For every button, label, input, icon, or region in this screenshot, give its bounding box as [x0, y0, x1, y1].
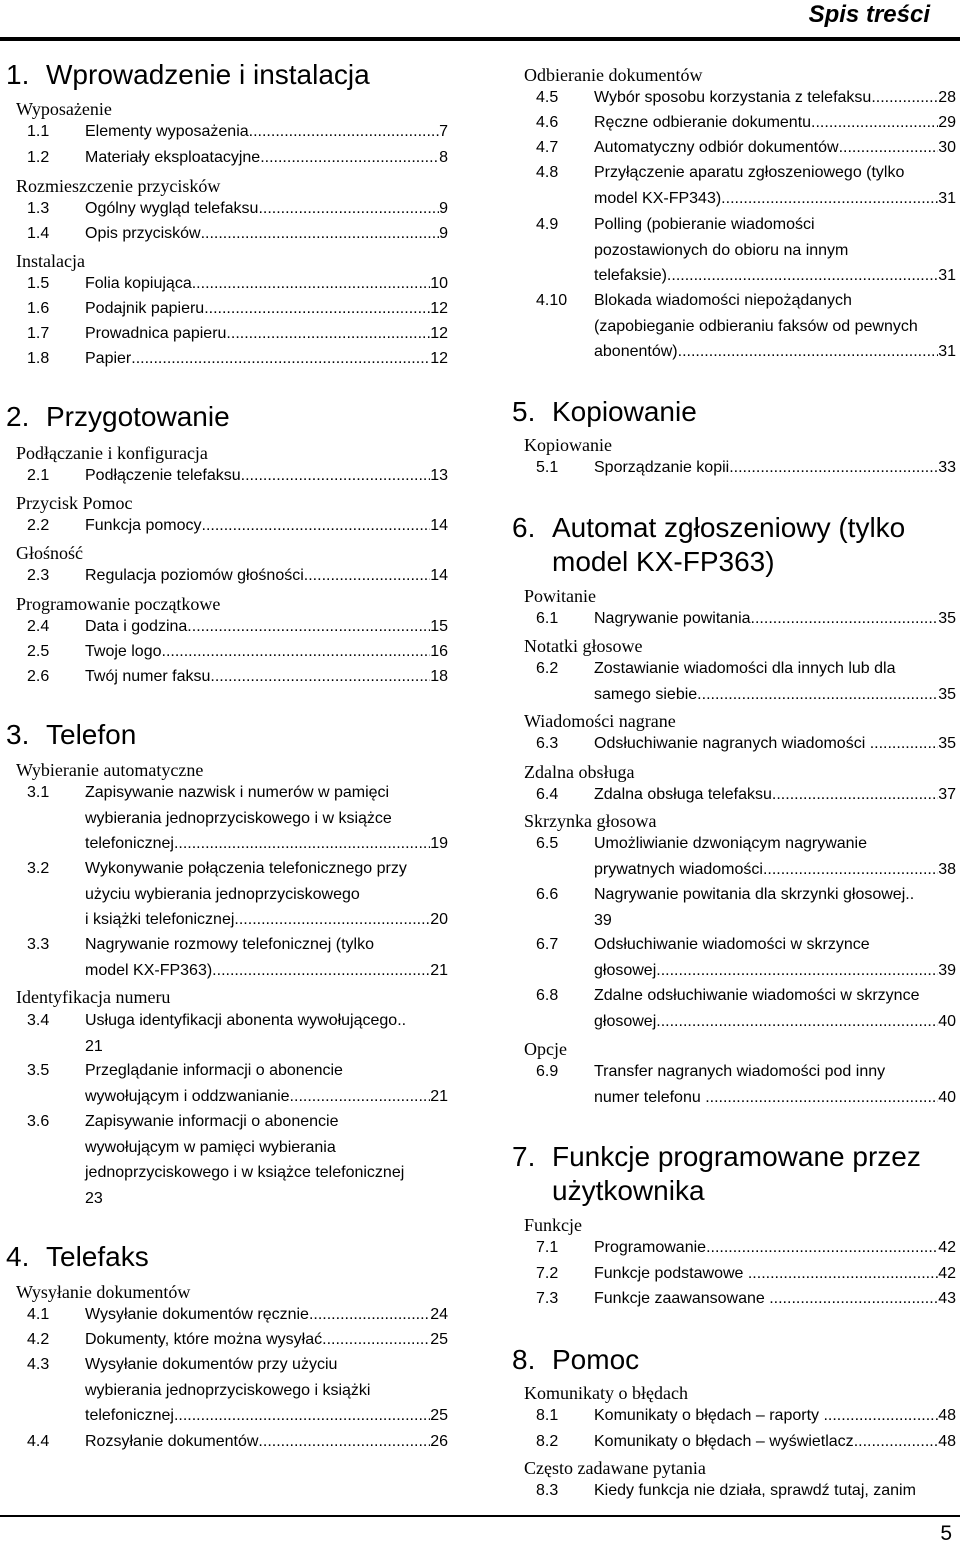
entry-title: Sporządzanie kopii	[594, 459, 730, 476]
chapter-number: 5.	[512, 396, 536, 427]
entry-number: 6.3	[536, 735, 559, 752]
section-heading[interactable]: Wysyłanie dokumentów	[16, 1282, 191, 1302]
chapter-number: 3.	[6, 719, 30, 750]
entry-number: 1.2	[27, 149, 50, 166]
entry-page: 23	[85, 1189, 103, 1207]
entry-number: 7.3	[536, 1290, 559, 1307]
entry-title-line: jednoprzyciskowego i w książce telefonicznej	[85, 1164, 405, 1181]
entry-title-line: Wykonywanie połączenia telefonicznego przy	[85, 860, 407, 877]
section-heading[interactable]: Kopiowanie	[524, 435, 612, 455]
section-heading[interactable]: Notatki głosowe	[524, 636, 643, 656]
entry-number: 4.7	[536, 139, 559, 156]
chapter-number: 6.	[512, 512, 536, 543]
entry-title: Ogólny wygląd telefaksu	[85, 200, 259, 217]
section-heading[interactable]: Wiadomości nagrane	[524, 711, 676, 731]
entry-title-line: Przeglądanie informacji o abonencie	[85, 1062, 343, 1079]
entry-title-line: prywatnych wiadomości	[594, 860, 763, 878]
toc-entry-4-3[interactable]	[27, 1352, 448, 1430]
section-heading[interactable]: Funkcje	[524, 1215, 582, 1235]
chapter-title	[552, 1140, 960, 1208]
chapter-2-heading[interactable]	[6, 400, 230, 434]
entry-title: Zdalna obsługa telefaksu	[594, 786, 772, 803]
entry-title: Opis przycisków	[85, 225, 201, 242]
entry-number: 6.8	[536, 987, 559, 1004]
entry-number: 6.2	[536, 660, 559, 677]
entry-page: 10	[430, 275, 448, 292]
entry-title: Data i godzina	[85, 618, 188, 635]
entry-page: 12	[430, 350, 448, 367]
entry-page: 12	[430, 300, 448, 317]
entry-title: Dokumenty, które można wysyłać	[85, 1331, 323, 1348]
section-heading[interactable]: Głośność	[16, 543, 83, 563]
entry-title-line: wybierania jednoprzyciskowego i książki	[85, 1381, 371, 1399]
entry-number: 2.4	[27, 618, 50, 635]
entry-title-line: użyciu wybierania jednoprzyciskowego	[85, 885, 360, 903]
entry-title-line: Nagrywanie rozmowy telefonicznej (tylko	[85, 936, 374, 953]
entry-page: 42	[938, 1265, 956, 1282]
chapter-8-heading[interactable]	[512, 1343, 639, 1377]
entry-title-line: i książki telefonicznej	[85, 911, 235, 928]
chapter-title-line: Funkcje programowane przez	[552, 1141, 921, 1172]
entry-title: Materiały eksploatacyjne	[85, 149, 261, 166]
header-rule	[0, 37, 960, 41]
section-heading[interactable]: Programowanie początkowe	[16, 594, 221, 614]
toc-entry-3-4[interactable]: 3.4 Usługa identyfikacji abonenta wywołującego .. 21	[27, 1008, 448, 1060]
entry-page: 35	[938, 735, 956, 752]
entry-number: 4.4	[27, 1433, 50, 1450]
entry-title: Rozsyłanie dokumentów	[85, 1433, 259, 1450]
entry-page: 35	[938, 610, 956, 627]
toc-entry-4-10[interactable]	[536, 288, 956, 366]
entry-page: 26	[430, 1433, 448, 1450]
entry-title: Prowadnica papieru	[85, 325, 227, 342]
section-heading[interactable]: Identyfikacja numeru	[16, 987, 171, 1007]
entry-title-line: Transfer nagranych wiadomości pod inny	[594, 1063, 886, 1080]
chapter-title: Przygotowanie	[46, 401, 230, 432]
chapter-title: Wprowadzenie i instalacja	[46, 59, 370, 90]
entry-number: 1.7	[27, 325, 50, 342]
chapter-3-heading[interactable]	[6, 718, 136, 752]
entry-number: 1.1	[27, 123, 50, 140]
entry-number: 6.9	[536, 1063, 559, 1080]
entry-page: 48	[938, 1433, 956, 1450]
entry-title-line: Usługa identyfikacji abonenta wywołującego	[85, 1012, 398, 1029]
chapter-title	[552, 511, 960, 579]
chapter-title-line: użytkownika	[552, 1175, 705, 1206]
entry-page: 21	[430, 1087, 448, 1105]
section-heading[interactable]: Wybieranie automatyczne	[16, 760, 204, 780]
entry-title-line: pozostawionych do obioru na innym	[594, 241, 849, 259]
entry-page: 40	[938, 1012, 956, 1030]
entry-title-line: Blokada wiadomości niepożądanych	[594, 292, 852, 309]
entry-title: Nagrywanie powitania	[594, 610, 751, 627]
entry-title-line: Zostawianie wiadomości dla innych lub dla	[594, 660, 896, 677]
entry-title: Twój numer faksu	[85, 668, 211, 685]
entry-page: 29	[938, 114, 956, 131]
entry-page: 40	[938, 1088, 956, 1106]
chapter-6-heading[interactable]	[512, 511, 960, 581]
entry-title-line: samego siebie	[594, 685, 698, 703]
toc-entry-6-5[interactable]	[536, 831, 956, 883]
entry-number: 4.3	[27, 1356, 50, 1373]
entry-page: 16	[430, 643, 448, 660]
entry-number: 8.1	[536, 1407, 559, 1424]
section-heading[interactable]: Rozmieszczenie przycisków	[16, 176, 221, 196]
toc-entry-4-9[interactable]	[536, 212, 956, 290]
section-heading[interactable]: Przycisk Pomoc	[16, 493, 133, 513]
toc-entry-3-5[interactable]	[27, 1058, 448, 1110]
entry-page: 18	[430, 668, 448, 685]
toc-entry-6-7[interactable]	[536, 932, 956, 984]
entry-page: 33	[938, 459, 956, 476]
entry-number: 4.2	[27, 1331, 50, 1348]
section-heading[interactable]: Podłączanie i konfiguracja	[16, 443, 208, 463]
entry-page: 37	[938, 786, 956, 803]
entry-number: 1.5	[27, 275, 50, 292]
entry-number: 3.4	[27, 1012, 50, 1029]
section-heading[interactable]: Powitanie	[524, 586, 596, 606]
chapter-title: Telefon	[46, 719, 137, 750]
entry-number: 6.5	[536, 835, 559, 852]
entry-title-line: abonentów)	[594, 343, 678, 360]
entry-number: 4.9	[536, 216, 559, 233]
entry-number: 6.4	[536, 786, 559, 803]
entry-page: 39	[594, 911, 612, 929]
entry-title-line: Zdalne odsłuchiwanie wiadomości w skrzynce	[594, 987, 920, 1004]
entry-title-line: Odsłuchiwanie wiadomości w skrzynce	[594, 936, 870, 953]
entry-number: 6.7	[536, 936, 559, 953]
entry-page: 21	[430, 961, 448, 979]
entry-page: 31	[938, 267, 956, 284]
entry-number: 1.6	[27, 300, 50, 317]
entry-page: 31	[938, 343, 956, 360]
entry-title-line: wywołującym i oddzwanianie	[85, 1087, 290, 1105]
toc-entry-3-6[interactable]	[27, 1109, 448, 1213]
entry-page: 25	[430, 1407, 448, 1424]
entry-number: 5.1	[536, 459, 559, 476]
entry-page: 12	[430, 325, 448, 342]
entry-title-line: telefonicznej	[85, 1407, 174, 1424]
entry-number: 4.6	[536, 114, 559, 131]
entry-title-line: telefaksie)	[594, 267, 667, 284]
entry-title-line: głosowej	[594, 1012, 657, 1030]
entry-title: Wybór sposobu korzystania z telefaksu	[594, 89, 872, 106]
entry-number: 1.8	[27, 350, 50, 367]
entry-title-line: wywołującym w pamięci wybierania	[85, 1138, 336, 1156]
chapter-title: Pomoc	[552, 1344, 640, 1375]
entry-number: 4.10	[536, 292, 568, 309]
toc-entry-3-3[interactable]	[27, 932, 448, 984]
entry-number: 4.1	[27, 1306, 50, 1323]
section-heading[interactable]: Często zadawane pytania	[524, 1458, 706, 1478]
entry-page: 38	[938, 860, 956, 878]
entry-page: 25	[430, 1331, 448, 1348]
toc-entry-6-9[interactable]	[536, 1059, 956, 1111]
chapter-title: Kopiowanie	[552, 396, 697, 427]
chapter-number: 8.	[512, 1344, 536, 1375]
entry-page: 19	[430, 835, 448, 852]
entry-title: Ręczne odbieranie dokumentu	[594, 114, 812, 131]
entry-number: 1.4	[27, 225, 50, 242]
entry-page: 35	[938, 685, 956, 703]
entry-title-line: telefonicznej	[85, 835, 174, 852]
entry-title: Funkcje podstawowe	[594, 1265, 748, 1282]
entry-number: 3.6	[27, 1113, 50, 1130]
entry-page: 8	[439, 149, 448, 166]
section-heading[interactable]: Zdalna obsługa	[524, 762, 635, 782]
entry-title-line: Wysyłanie dokumentów przy użyciu	[85, 1356, 338, 1373]
footer-rule	[0, 1515, 960, 1517]
section-heading[interactable]: Odbieranie dokumentów	[524, 65, 703, 85]
entry-page: 21	[85, 1037, 103, 1055]
chapter-number: 2.	[6, 401, 30, 432]
entry-number: 2.5	[27, 643, 50, 660]
entry-title-line: Zapisywanie informacji o abonencie	[85, 1113, 339, 1130]
entry-number: 3.2	[27, 860, 50, 877]
entry-title-line: Umożliwianie dzwoniącym nagrywanie	[594, 835, 867, 852]
entry-number: 2.2	[27, 517, 50, 534]
chapter-number: 4.	[6, 1241, 30, 1272]
entry-page: 43	[938, 1290, 956, 1307]
chapter-5-heading[interactable]	[512, 395, 697, 429]
entry-page: 42	[938, 1239, 956, 1256]
entry-title: Papier	[85, 350, 132, 367]
entry-title: Kiedy funkcja nie działa, sprawdź tutaj, zanim	[594, 1482, 916, 1499]
entry-title: Komunikaty o błędach – raporty	[594, 1407, 824, 1424]
entry-page: 48	[938, 1407, 956, 1424]
chapter-number: 7.	[512, 1141, 536, 1172]
section-heading[interactable]: Instalacja	[16, 251, 85, 271]
entry-title: Folia kopiująca	[85, 275, 192, 292]
entry-page: 39	[938, 961, 956, 979]
chapter-title-line: model KX-FP363)	[552, 546, 775, 577]
entry-page: 20	[430, 911, 448, 928]
entry-title: Wysyłanie dokumentów ręcznie	[85, 1306, 309, 1323]
entry-title: Regulacja poziomów głośności	[85, 567, 304, 584]
entry-title: Podłączenie telefaksu	[85, 467, 241, 484]
entry-page: 28	[938, 89, 956, 106]
entry-page: 14	[430, 567, 448, 584]
chapter-1-heading[interactable]	[6, 58, 370, 92]
entry-page: 13	[430, 467, 448, 484]
entry-number: 7.1	[536, 1239, 559, 1256]
chapter-title: Telefaks	[46, 1241, 149, 1272]
entry-number: 8.3	[536, 1482, 559, 1499]
entry-title: Podajnik papieru	[85, 300, 205, 317]
chapter-7-heading[interactable]	[512, 1140, 960, 1210]
entry-number: 4.5	[536, 89, 559, 106]
toc-entry-6-8[interactable]	[536, 983, 956, 1035]
section-heading[interactable]: Opcje	[524, 1039, 567, 1059]
entry-page: 7	[439, 123, 448, 140]
entry-title-line: Przyłączenie aparatu zgłoszeniowego (tylko	[594, 164, 905, 181]
entry-title: Elementy wyposażenia	[85, 123, 249, 140]
section-heading[interactable]: Skrzynka głosowa	[524, 811, 657, 831]
entry-number: 4.8	[536, 164, 559, 181]
entry-number: 1.3	[27, 200, 50, 217]
entry-page: 30	[938, 139, 956, 156]
toc-entry-6-6[interactable]: 6.6 Nagrywanie powitania dla skrzynki głosowej .. 39	[536, 882, 956, 934]
entry-number: 2.6	[27, 668, 50, 685]
entry-title: Automatyczny odbiór dokumentów	[594, 139, 839, 156]
toc-entry-6-2[interactable]	[536, 656, 956, 708]
entry-title: Funkcja pomocy	[85, 517, 202, 534]
entry-title-line: głosowej	[594, 961, 657, 979]
toc-entry-3-2[interactable]	[27, 856, 448, 934]
toc-entry-3-1[interactable]	[27, 780, 448, 858]
entry-page: 31	[938, 189, 956, 207]
entry-page: 24	[430, 1306, 448, 1323]
entry-title: Funkcje zaawansowane	[594, 1290, 770, 1307]
entry-title: Twoje logo	[85, 643, 162, 660]
entry-page: 9	[439, 200, 448, 217]
entry-title-line: model KX-FP363)	[85, 961, 213, 979]
section-heading[interactable]: Komunikaty o błędach	[524, 1383, 688, 1403]
entry-number: 3.5	[27, 1062, 50, 1079]
entry-title-line: (zapobieganie odbieraniu faksów od pewnych	[594, 317, 918, 335]
chapter-title-line: Automat zgłoszeniowy (tylko	[552, 512, 906, 543]
entry-page: 15	[430, 618, 448, 635]
entry-title-line: numer telefonu	[594, 1088, 706, 1106]
entry-page: 14	[430, 517, 448, 534]
section-heading[interactable]: Wyposażenie	[16, 99, 112, 119]
chapter-4-heading[interactable]	[6, 1240, 149, 1274]
entry-number: 8.2	[536, 1433, 559, 1450]
entry-title: Komunikaty o błędach – wyświetlacz	[594, 1433, 854, 1450]
page-number: 5	[940, 1522, 952, 1545]
entry-number: 6.6	[536, 886, 559, 903]
entry-title: Programowanie	[594, 1239, 707, 1256]
page-header-title: Spis treści	[808, 1, 930, 28]
entry-number: 7.2	[536, 1265, 559, 1282]
entry-title-line: Polling (pobieranie wiadomości	[594, 216, 815, 233]
chapter-number: 1.	[6, 59, 30, 90]
entry-title-line: wybierania jednoprzyciskowego i w książce	[85, 809, 392, 827]
entry-number: 3.1	[27, 784, 50, 801]
entry-title-line: model KX-FP343)	[594, 189, 722, 207]
entry-title: Odsłuchiwanie nagranych wiadomości	[594, 735, 870, 752]
entry-number: 6.1	[536, 610, 559, 627]
toc-entry-4-8[interactable]	[536, 160, 956, 212]
entry-title-line: Nagrywanie powitania dla skrzynki głosowej	[594, 886, 906, 903]
entry-title-line: Zapisywanie nazwisk i numerów w pamięci	[85, 784, 390, 801]
entry-page: 9	[439, 225, 448, 242]
entry-number: 2.1	[27, 467, 50, 484]
entry-number: 3.3	[27, 936, 50, 953]
entry-number: 2.3	[27, 567, 50, 584]
